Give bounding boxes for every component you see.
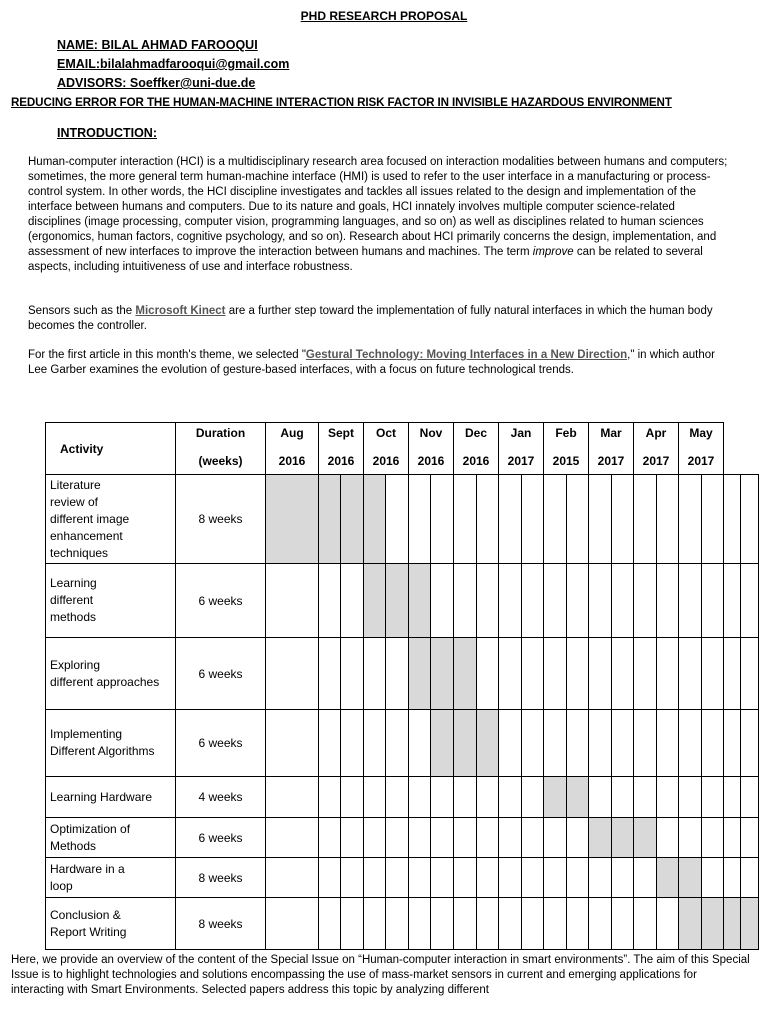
- activity-duration: 8 weeks: [176, 858, 266, 898]
- timeline-cell: [386, 638, 409, 710]
- month-year: 2016: [417, 454, 445, 468]
- timeline-cell: [567, 858, 589, 898]
- month-header-feb: [544, 423, 589, 475]
- timeline-cell: [679, 638, 702, 710]
- timeline-cell: [386, 818, 409, 858]
- timeline-cell: [386, 475, 409, 564]
- para1-text: Human-computer interaction (HCI) is a multidisciplinary research area focused on interaction modalities between humans and computers; sometimes, the more general term human-machine interface (HMI) is used to refer to the user interface in a manufacturing or process-control system. In other words, the HCI discipline investigates and tackles all issues related to the design and implementation of the interface between humans and computers. Due to its nature and goals, HCI innately involves multiple computer science-related disciplines (image processing, computer vision, programming languages, and so on) as well as disciplines related to human sciences (ergonomics, human factors, cognitive psychology, and so on). Research about HCI primarily concerns the design, implementation, and assessment of new interfaces to improve the interaction between humans and machines. The term: [28, 156, 728, 258]
- activity-duration: 6 weeks: [176, 818, 266, 858]
- timeline-cell: [431, 638, 454, 710]
- timeline-cell: [657, 818, 679, 858]
- month-name: Aug: [280, 426, 304, 440]
- timeline-cell: [702, 818, 724, 858]
- timeline-cell: [612, 475, 634, 564]
- timeline-cell: [589, 858, 612, 898]
- timeline-cell: [679, 475, 702, 564]
- timeline-cell: [477, 710, 499, 777]
- timeline-cell: [657, 858, 679, 898]
- introduction-paragraph: [28, 155, 728, 275]
- timeline-cell: [702, 564, 724, 638]
- timeline-cell: [341, 898, 364, 950]
- timeline-cell: [679, 858, 702, 898]
- month-name: Oct: [375, 426, 396, 440]
- timeline-cell: [724, 777, 741, 818]
- timeline-cell: [386, 564, 409, 638]
- timeline-cell: [477, 564, 499, 638]
- timeline-cell: [741, 564, 759, 638]
- timeline-cell: [431, 818, 454, 858]
- timeline-cell: [341, 475, 364, 564]
- activity-name: Optimization of Methods: [46, 818, 176, 858]
- timeline-cell: [477, 898, 499, 950]
- activity-duration: 8 weeks: [176, 475, 266, 564]
- month-header-may: [679, 423, 724, 475]
- timeline-cell: [409, 898, 431, 950]
- timeline-cell: [634, 858, 657, 898]
- timeline-cell: [341, 564, 364, 638]
- timeline-cell: [567, 475, 589, 564]
- timeline-cell: [589, 777, 612, 818]
- timeline-cell: [431, 475, 454, 564]
- article-paragraph: [28, 348, 728, 378]
- timeline-cell: [679, 777, 702, 818]
- timeline-cell: [266, 475, 319, 564]
- timeline-cell: [319, 898, 341, 950]
- timeline-cell: [409, 475, 431, 564]
- timeline-cell: [679, 818, 702, 858]
- timeline-cell: [266, 777, 319, 818]
- timeline-cell: [454, 475, 477, 564]
- timeline-cell: [319, 710, 341, 777]
- gantt-row: [46, 475, 759, 564]
- author-name: NAME: BILAL AHMAD FAROOQUI: [57, 38, 258, 52]
- timeline-cell: [364, 710, 386, 777]
- timeline-cell: [657, 475, 679, 564]
- timeline-cell: [319, 858, 341, 898]
- timeline-cell: [702, 475, 724, 564]
- month-year: 2016: [372, 454, 400, 468]
- gantt-row: [46, 898, 759, 950]
- timeline-cell: [612, 858, 634, 898]
- month-year: 2016: [462, 454, 490, 468]
- month-name: Dec: [464, 426, 487, 440]
- timeline-cell: [364, 858, 386, 898]
- timeline-cell: [724, 818, 741, 858]
- gestural-technology-link[interactable]: Gestural Technology: Moving Interfaces in a New Direction: [305, 349, 628, 361]
- timeline-cell: [409, 858, 431, 898]
- activity-duration: 6 weeks: [176, 710, 266, 777]
- timeline-cell: [724, 858, 741, 898]
- timeline-cell: [724, 564, 741, 638]
- activity-duration: 4 weeks: [176, 777, 266, 818]
- timeline-cell: [544, 818, 567, 858]
- timeline-cell: [499, 564, 522, 638]
- month-year: 2015: [552, 454, 580, 468]
- gantt-row: [46, 710, 759, 777]
- timeline-cell: [741, 777, 759, 818]
- para3-text-end: ," in which author Lee Garber examines the evolution of gesture-based interfaces, with a focus on future technological trends.: [28, 349, 715, 376]
- timeline-cell: [431, 777, 454, 818]
- timeline-cell: [477, 818, 499, 858]
- timeline-cell: [589, 638, 612, 710]
- timeline-cell: [741, 638, 759, 710]
- timeline-cell: [612, 818, 634, 858]
- timeline-cell: [657, 898, 679, 950]
- month-name: Sept: [327, 426, 354, 440]
- timeline-cell: [522, 475, 544, 564]
- timeline-cell: [454, 858, 477, 898]
- timeline-cell: [522, 564, 544, 638]
- month-header-aug: [266, 423, 319, 475]
- timeline-cell: [386, 710, 409, 777]
- month-name: May: [689, 426, 713, 440]
- microsoft-kinect-link[interactable]: Microsoft Kinect: [135, 305, 226, 317]
- timeline-cell: [567, 564, 589, 638]
- timeline-cell: [612, 710, 634, 777]
- timeline-cell: [544, 710, 567, 777]
- timeline-cell: [724, 710, 741, 777]
- timeline-cell: [431, 858, 454, 898]
- month-header-oct: [364, 423, 409, 475]
- timeline-cell: [589, 710, 612, 777]
- timeline-cell: [741, 475, 759, 564]
- para1-italic: improve: [532, 246, 574, 258]
- timeline-cell: [364, 638, 386, 710]
- timeline-cell: [477, 777, 499, 818]
- month-header-nov: [409, 423, 454, 475]
- timeline-cell: [612, 898, 634, 950]
- timeline-cell: [589, 818, 612, 858]
- timeline-cell: [454, 564, 477, 638]
- footer-paragraph: Here, we provide an overview of the content of the Special Issue on “Human-computer interaction in smart environments”. The aim of this Special Issue is to highlight technologies and solutions encompassing the use of mass-market sensors in current and emerging applications for interacting with Smart Environments. Selected papers address this topic by analyzing different: [11, 954, 750, 996]
- activity-duration: 6 weeks: [176, 564, 266, 638]
- duration-header-label: Duration: [195, 426, 246, 440]
- timeline-cell: [741, 818, 759, 858]
- timeline-cell: [431, 898, 454, 950]
- activity-name: Hardware in a loop: [46, 858, 176, 898]
- timeline-cell: [522, 858, 544, 898]
- timeline-cell: [724, 898, 741, 950]
- timeline-cell: [499, 710, 522, 777]
- gantt-row: [46, 638, 759, 710]
- timeline-cell: [589, 475, 612, 564]
- timeline-cell: [364, 818, 386, 858]
- timeline-cell: [386, 898, 409, 950]
- timeline-cell: [341, 858, 364, 898]
- month-header-jan: [499, 423, 544, 475]
- gantt-schedule-table: [45, 422, 759, 950]
- timeline-cell: [386, 858, 409, 898]
- timeline-cell: [319, 818, 341, 858]
- activity-duration: 8 weeks: [176, 898, 266, 950]
- timeline-cell: [454, 898, 477, 950]
- timeline-cell: [612, 638, 634, 710]
- month-header-mar: [589, 423, 634, 475]
- timeline-cell: [567, 638, 589, 710]
- timeline-cell: [724, 638, 741, 710]
- month-name: Feb: [555, 426, 577, 440]
- proposal-subtitle: REDUCING ERROR FOR THE HUMAN-MACHINE INTERACTION RISK FACTOR IN INVISIBLE HAZARDOUS ENVIRONMENT: [11, 96, 672, 109]
- timeline-cell: [499, 777, 522, 818]
- timeline-cell: [522, 898, 544, 950]
- timeline-cell: [499, 638, 522, 710]
- timeline-cell: [341, 710, 364, 777]
- duration-header: [176, 423, 266, 475]
- timeline-cell: [477, 858, 499, 898]
- month-year: 2016: [278, 454, 306, 468]
- para1-text-end: can be related to several aspects, including intuitiveness of use and interface robustness.: [28, 246, 703, 273]
- month-year: 2017: [507, 454, 535, 468]
- timeline-cell: [544, 638, 567, 710]
- timeline-cell: [702, 638, 724, 710]
- timeline-cell: [741, 858, 759, 898]
- para2-text-end: are a further step toward the implementation of fully natural interfaces in which the human body becomes the controller.: [28, 305, 713, 332]
- timeline-cell: [341, 818, 364, 858]
- timeline-cell: [589, 898, 612, 950]
- activity-name: Learning different methods: [46, 564, 176, 638]
- timeline-cell: [431, 564, 454, 638]
- timeline-cell: [409, 710, 431, 777]
- timeline-cell: [657, 638, 679, 710]
- timeline-cell: [657, 710, 679, 777]
- timeline-cell: [741, 898, 759, 950]
- timeline-cell: [266, 564, 319, 638]
- timeline-cell: [364, 898, 386, 950]
- activity-duration: 6 weeks: [176, 638, 266, 710]
- timeline-cell: [409, 564, 431, 638]
- month-year: 2017: [597, 454, 625, 468]
- gantt-row: [46, 818, 759, 858]
- timeline-cell: [634, 818, 657, 858]
- timeline-cell: [341, 638, 364, 710]
- timeline-cell: [567, 710, 589, 777]
- timeline-cell: [499, 475, 522, 564]
- timeline-cell: [679, 898, 702, 950]
- timeline-cell: [319, 564, 341, 638]
- timeline-cell: [522, 710, 544, 777]
- timeline-cell: [266, 710, 319, 777]
- timeline-cell: [409, 777, 431, 818]
- timeline-cell: [386, 777, 409, 818]
- month-name: Jan: [510, 426, 532, 440]
- timeline-cell: [544, 564, 567, 638]
- timeline-cell: [454, 638, 477, 710]
- timeline-cell: [341, 777, 364, 818]
- timeline-cell: [499, 818, 522, 858]
- timeline-cell: [702, 710, 724, 777]
- timeline-cell: [634, 898, 657, 950]
- timeline-cell: [679, 564, 702, 638]
- gantt-header-row: [46, 423, 759, 475]
- month-year: 2016: [327, 454, 355, 468]
- timeline-cell: [266, 638, 319, 710]
- timeline-cell: [634, 638, 657, 710]
- para3-text: For the first article in this month's theme, we selected ": [28, 349, 306, 361]
- timeline-cell: [364, 777, 386, 818]
- timeline-cell: [741, 710, 759, 777]
- activity-name: Conclusion & Report Writing: [46, 898, 176, 950]
- introduction-heading: INTRODUCTION:: [57, 126, 157, 140]
- timeline-cell: [522, 818, 544, 858]
- timeline-cell: [544, 858, 567, 898]
- gantt-row: [46, 777, 759, 818]
- timeline-cell: [409, 638, 431, 710]
- timeline-cell: [612, 777, 634, 818]
- timeline-cell: [454, 710, 477, 777]
- document-title: PHD RESEARCH PROPOSAL: [300, 9, 468, 23]
- timeline-cell: [724, 475, 741, 564]
- timeline-cell: [544, 475, 567, 564]
- timeline-cell: [266, 818, 319, 858]
- timeline-cell: [266, 858, 319, 898]
- activity-header: Activity: [46, 423, 176, 475]
- timeline-cell: [266, 898, 319, 950]
- timeline-cell: [499, 858, 522, 898]
- activity-name: Learning Hardware: [46, 777, 176, 818]
- timeline-cell: [544, 777, 567, 818]
- timeline-cell: [319, 638, 341, 710]
- gantt-row: [46, 564, 759, 638]
- timeline-cell: [589, 564, 612, 638]
- timeline-cell: [634, 777, 657, 818]
- timeline-cell: [364, 564, 386, 638]
- timeline-cell: [409, 818, 431, 858]
- timeline-cell: [454, 777, 477, 818]
- timeline-cell: [522, 638, 544, 710]
- month-header-sept: [319, 423, 364, 475]
- timeline-cell: [499, 898, 522, 950]
- gantt-row: [46, 858, 759, 898]
- timeline-cell: [454, 818, 477, 858]
- timeline-cell: [702, 858, 724, 898]
- month-year: 2017: [642, 454, 670, 468]
- month-header-apr: [634, 423, 679, 475]
- activity-name: Literature review of different image enhancement techniques: [46, 475, 176, 564]
- timeline-cell: [544, 898, 567, 950]
- timeline-cell: [612, 564, 634, 638]
- timeline-cell: [679, 710, 702, 777]
- timeline-cell: [319, 475, 341, 564]
- para2-text: Sensors such as the: [28, 305, 136, 317]
- timeline-cell: [657, 564, 679, 638]
- timeline-cell: [477, 638, 499, 710]
- timeline-cell: [567, 818, 589, 858]
- timeline-cell: [702, 777, 724, 818]
- month-name: Mar: [600, 426, 622, 440]
- author-email: EMAIL:bilalahmadfarooqui@gmail.com: [57, 57, 290, 71]
- month-name: Apr: [645, 426, 667, 440]
- activity-name: Exploring different approaches: [46, 638, 176, 710]
- timeline-cell: [364, 475, 386, 564]
- timeline-cell: [634, 564, 657, 638]
- timeline-cell: [319, 777, 341, 818]
- activity-name: Implementing Different Algorithms: [46, 710, 176, 777]
- timeline-cell: [431, 710, 454, 777]
- timeline-cell: [634, 475, 657, 564]
- month-year: 2017: [687, 454, 715, 468]
- duration-header-unit: (weeks): [198, 454, 243, 468]
- month-header-dec: [454, 423, 499, 475]
- timeline-cell: [477, 475, 499, 564]
- advisors: ADVISORS: Soeffker@uni-due.de: [57, 76, 256, 90]
- month-name: Nov: [419, 426, 443, 440]
- timeline-cell: [634, 710, 657, 777]
- timeline-cell: [702, 898, 724, 950]
- timeline-cell: [567, 898, 589, 950]
- timeline-cell: [522, 777, 544, 818]
- timeline-cell: [567, 777, 589, 818]
- timeline-cell: [657, 777, 679, 818]
- kinect-paragraph: [28, 304, 728, 334]
